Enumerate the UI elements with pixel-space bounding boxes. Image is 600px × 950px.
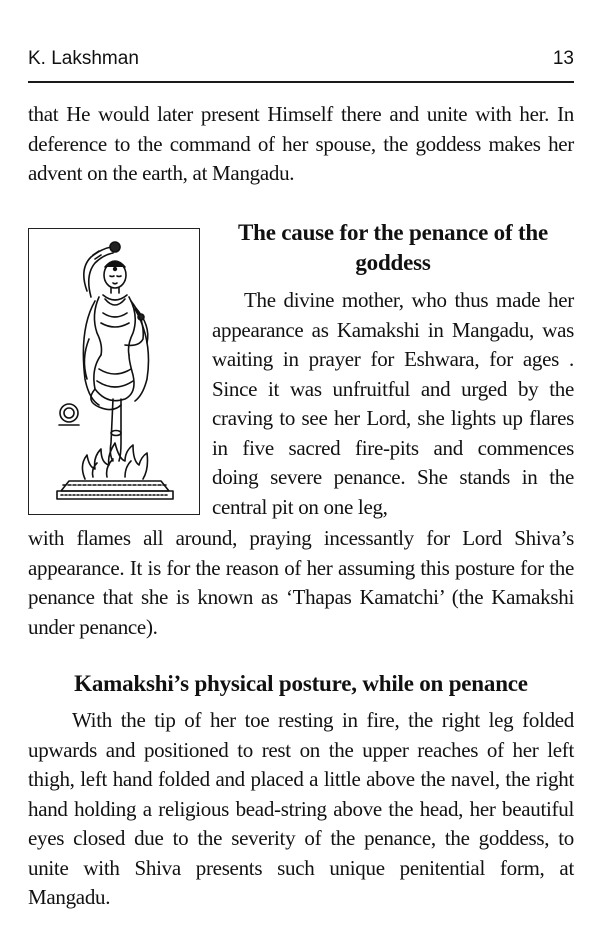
header-rule	[28, 81, 574, 83]
intro-block	[28, 100, 574, 189]
goddess-figure	[28, 228, 200, 515]
goddess-illustration-icon	[29, 229, 198, 513]
section-posture-heading-block	[28, 669, 574, 699]
section-paragraph-continued: with flames all around, praying incessantly for Lord Shiva’s appearance. It is for the reason of her assuming this posture for the penance that she is known as ‘Thapas Kamatchi’ (the Kamakshi under penance).	[28, 526, 574, 639]
section-heading: The cause for the penance of the goddess	[237, 220, 549, 275]
section-penance-cause-continued	[28, 524, 574, 642]
section-physical-posture	[28, 706, 574, 913]
intro-paragraph: that He would later present Himself there and unite with her. In deference to the command of her spouse, the goddess makes her advent on the earth, at Mangadu.	[28, 102, 574, 185]
section-heading: Kamakshi’s physical posture, while on penance	[74, 671, 528, 696]
section-penance-cause	[212, 218, 574, 522]
author-name: K. Lakshman	[28, 48, 139, 69]
running-head	[28, 48, 574, 72]
section-paragraph: With the tip of her toe resting in fire, the right leg folded upwards and positioned to rest on the upper reaches of her left thigh, left hand folded and placed a little above the navel, the right hand holding a religious bead-string above the head, her beautiful eyes closed due to the severity of the penance, the goddess, to unite with Shiva presents such unique penitential form, at Mangadu.	[28, 708, 574, 909]
section-paragraph: The divine mother, who thus made her appearance as Kamakshi in Mangadu, was waiting in prayer for Eshwara, for ages . Since it was unfruitful and urged by the craving to see her Lord, she lights up flares in five sacred fire-pits and commences doing severe penance. She stands in the central pit on one leg,	[212, 288, 574, 519]
page-number: 13	[552, 48, 574, 69]
